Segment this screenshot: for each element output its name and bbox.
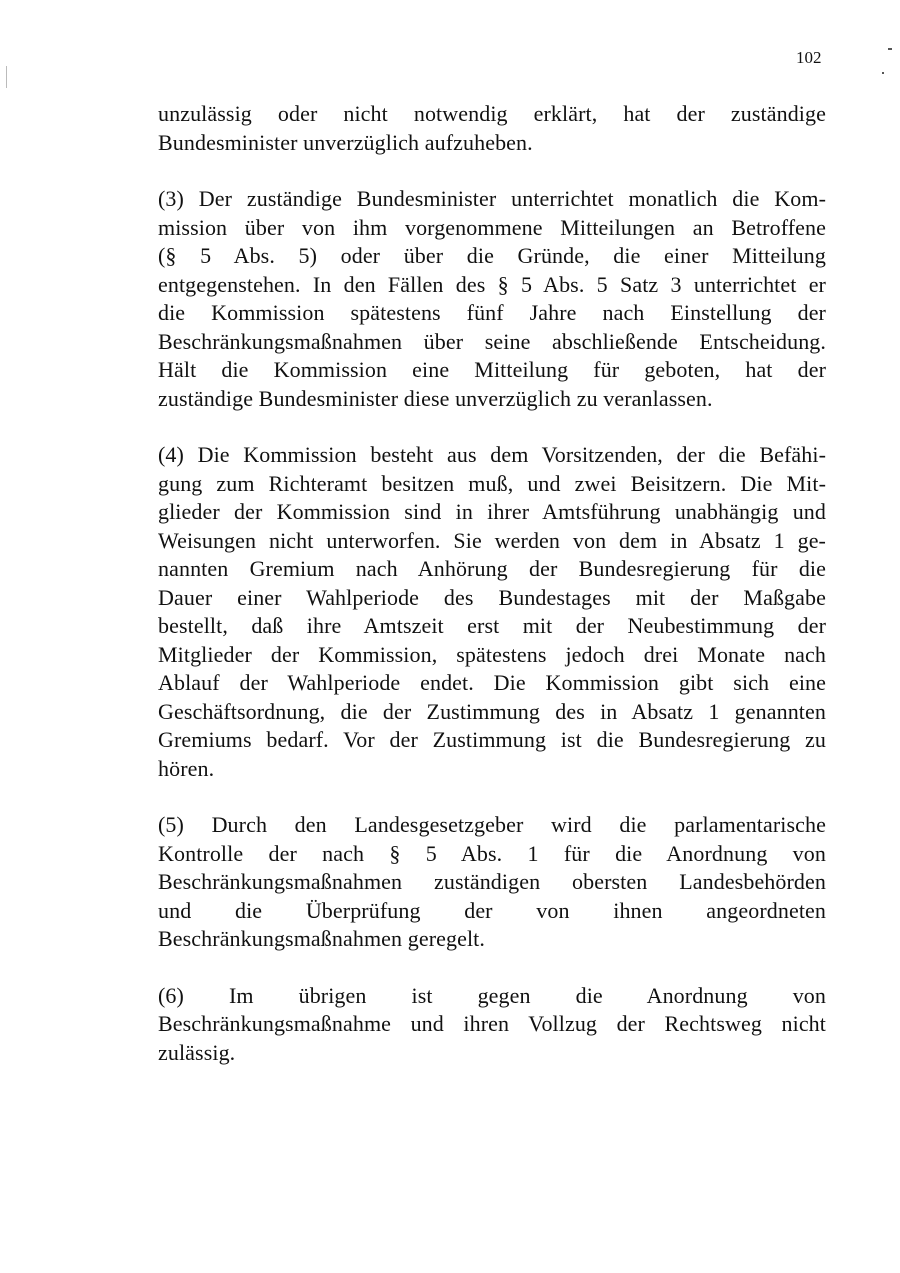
- text-line: Dauer einer Wahlperiode des Bundestages mit der Maßgabe: [158, 584, 826, 610]
- text-line: hören.: [158, 755, 215, 781]
- text-line: (3) Der zuständige Bundesminister unterrichtet monatlich die Kom-: [158, 186, 826, 211]
- text-line: bestellt, daß ihre Amtszeit erst mit der Neubestimmung der: [158, 613, 826, 638]
- margin-mark: [882, 72, 884, 74]
- paragraph: [158, 100, 826, 157]
- text-line: Mitglieder der Kommission, spätestens jedoch drei Monate nach: [158, 641, 826, 667]
- text-line: Beschränkungsmaßnahmen geregelt.: [158, 926, 485, 951]
- paragraph: [158, 811, 826, 954]
- text-line: die Kommission spätestens fünf Jahre nach Einstellung der: [158, 300, 826, 325]
- text-line: Beschränkungsmaßnahme und ihren Vollzug der Rechtsweg nicht: [158, 1011, 826, 1036]
- text-line: glieder der Kommission sind in ihrer Amtsführung unabhängig und: [158, 499, 826, 524]
- text-line: gung zum Richteramt besitzen muß, und zwei Beisitzern. Die Mit-: [158, 470, 826, 496]
- text-line: Beschränkungsmaßnahmen zuständigen obersten Landesbehörden: [158, 869, 826, 894]
- paragraph: [158, 185, 826, 413]
- text-line: (4) Die Kommission besteht aus dem Vorsitzenden, der die Befähi-: [158, 442, 826, 467]
- text-line: entgegenstehen. In den Fällen des § 5 Abs. 5 Satz 3 unterrichtet er: [158, 271, 826, 297]
- text-line: Gremiums bedarf. Vor der Zustimmung ist die Bundesregierung zu: [158, 727, 826, 752]
- text-line: unzulässig oder nicht notwendig erklärt, hat der zuständige: [158, 101, 826, 126]
- page-number: 102: [796, 48, 822, 67]
- text-line: Kontrolle der nach § 5 Abs. 1 für die Anordnung von: [158, 840, 826, 866]
- text-line: (5) Durch den Landesgesetzgeber wird die parlamentarische: [158, 812, 826, 837]
- text-line: mission über von ihm vorgenommene Mitteilungen an Betroffene: [158, 214, 826, 240]
- margin-mark: [6, 66, 7, 88]
- paragraph: [158, 441, 826, 783]
- text-line: Ablauf der Wahlperiode endet. Die Kommission gibt sich eine: [158, 670, 826, 695]
- text-line: zuständige Bundesminister diese unverzüglich zu veranlassen.: [158, 385, 713, 411]
- text-line: (§ 5 Abs. 5) oder über die Gründe, die einer Mitteilung: [158, 243, 826, 268]
- text-line: Beschränkungsmaßnahmen über seine abschließende Entscheidung.: [158, 328, 826, 354]
- text-line: (6) Im übrigen ist gegen die Anordnung von: [158, 982, 826, 1008]
- document-body: [158, 100, 826, 1095]
- text-line: und die Überprüfung der von ihnen angeordneten: [158, 897, 826, 923]
- text-line: Geschäftsordnung, die der Zustimmung des in Absatz 1 genannten: [158, 698, 826, 724]
- text-line: Weisungen nicht unterworfen. Sie werden von dem in Absatz 1 ge-: [158, 527, 826, 553]
- text-line: Hält die Kommission eine Mitteilung für geboten, hat der: [158, 357, 826, 382]
- text-line: zulässig.: [158, 1039, 236, 1065]
- text-line: nannten Gremium nach Anhörung der Bundesregierung für die: [158, 556, 826, 581]
- paragraph: [158, 982, 826, 1068]
- margin-mark: [888, 48, 892, 50]
- text-line: Bundesminister unverzüglich aufzuheben.: [158, 129, 533, 155]
